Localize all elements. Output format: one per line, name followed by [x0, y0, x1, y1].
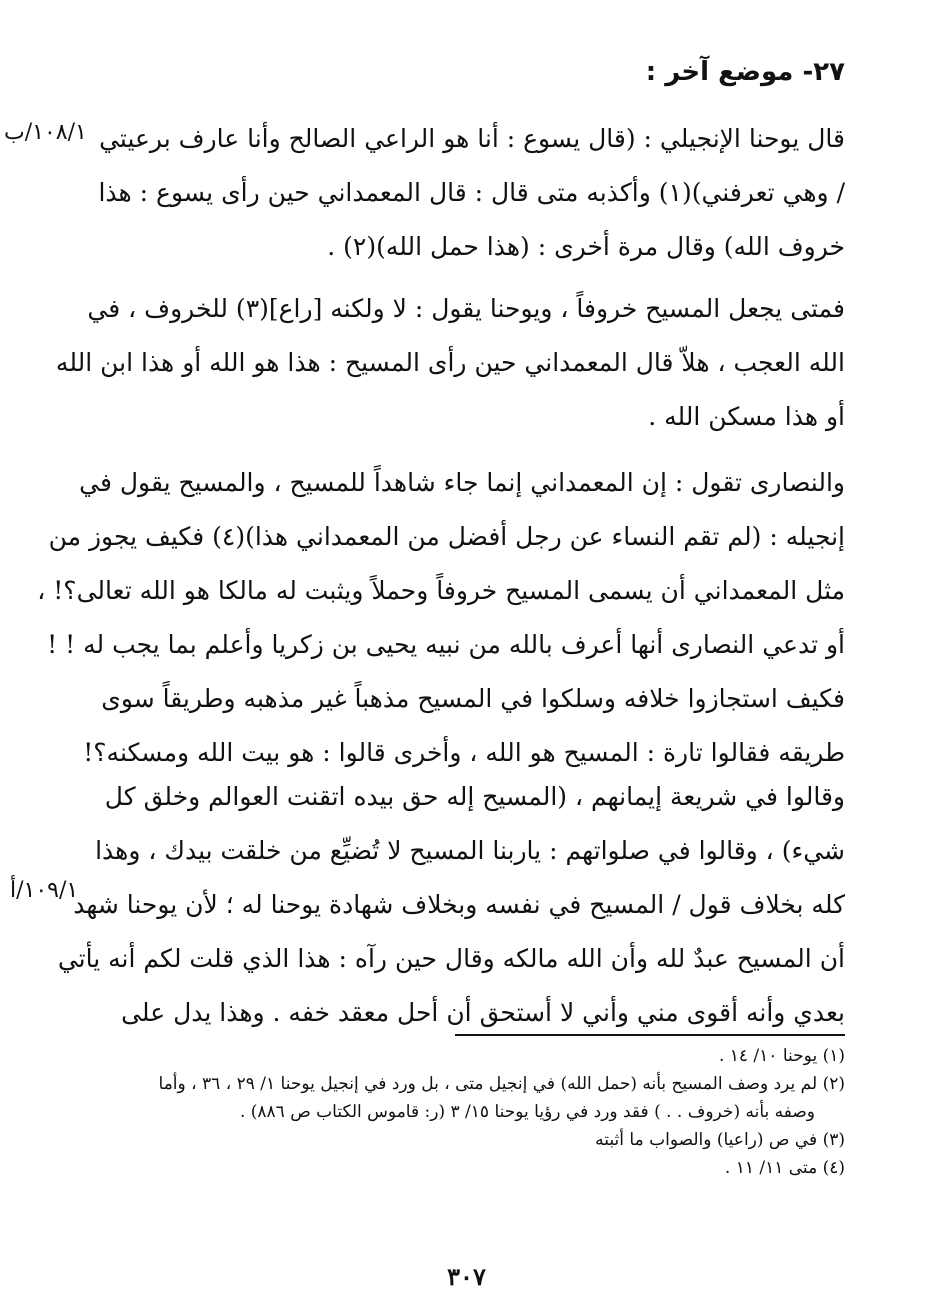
text-line: أو هذا مسكن الله .	[648, 402, 845, 431]
margin-note-top: ١٠٨/١/ب	[4, 120, 87, 145]
text-line: والنصارى تقول : إن المعمداني إنما جاء شاهداً للمسيح ، والمسيح يقول في	[79, 468, 845, 497]
text-line: بعدي وأنه أقوى مني وأني لا أستحق أن أحل معقد خفه . وهذا يدل على	[121, 998, 845, 1027]
footnote-4: (٤) متى ١١/ ١١ .	[724, 1158, 845, 1178]
text-line: أو تدعي النصارى أنها أعرف بالله من نبيه يحيى بن زكريا وأعلم بما يجب له ! !	[47, 630, 845, 659]
text-line: مثل المعمداني أن يسمى المسيح خروفاً وحملاً ويثبت له مالكا هو الله تعالى؟! ،	[37, 576, 845, 605]
text-line: فكيف استجازوا خلافه وسلكوا في المسيح مذهباً غير مذهبه وطريقاً سوى	[101, 684, 845, 713]
footnote-3: (٣) في ص (راعيا) والصواب ما أثبته	[595, 1130, 845, 1150]
paragraph-4	[57, 770, 845, 1040]
footnote-1: (١) يوحنا ١٠/ ١٤ .	[718, 1046, 845, 1066]
text-line: خروف الله) وقال مرة أخرى : (هذا حمل الله)(٢) .	[327, 232, 845, 261]
text-line: فمتى يجعل المسيح خروفاً ، ويوحنا يقول : لا ولكنه [راع](٣) للخروف ، في	[87, 294, 845, 323]
footnotes	[85, 1042, 845, 1182]
paragraph-1	[98, 112, 845, 274]
paragraph-2	[55, 282, 845, 444]
margin-note-bottom: ١٠٩/١/أ	[10, 878, 79, 903]
text-line: قال يوحنا الإنجيلي : (قال يسوع : أنا هو الراعي الصالح وأنا عارف برعيتي	[99, 124, 845, 153]
footnote-2: (٢) لم يرد وصف المسيح بأنه (حمل الله) في إنجيل متى ، بل ورد في إنجيل يوحنا ١/ ٢٩ ، ٣٦ ، وأما	[158, 1074, 845, 1094]
paragraph-3	[37, 456, 845, 780]
text-line: / وهي تعرفني)(١) وأكذبه متى قال : قال المعمداني حين رأى يسوع : هذا	[98, 178, 845, 207]
footnote-divider	[455, 1034, 845, 1036]
text-line: إنجيله : (لم تقم النساء عن رجل أفضل من المعمداني هذا)(٤) فكيف يجوز من	[48, 522, 845, 551]
text-line: أن المسيح عبدٌ لله وأن الله مالكه وقال حين رآه : هذا الذي قلت لكم أنه يأتي	[57, 944, 845, 973]
text-line: شيء) ، وقالوا في صلواتهم : ياربنا المسيح لا تُضيِّع من خلقت بيدك ، وهذا	[95, 836, 845, 865]
page-number: ٣٠٧	[447, 1262, 486, 1291]
text-line: طريقه فقالوا تارة : المسيح هو الله ، وأخرى قالوا : هو بيت الله ومسكنه؟!	[83, 738, 845, 767]
text-line: وقالوا في شريعة إيمانهم ، (المسيح إله حق بيده اتقنت العوالم وخلق كل	[104, 782, 845, 811]
text-line: كله بخلاف قول / المسيح في نفسه وبخلاف شهادة يوحنا له ؛ لأن يوحنا شهد	[73, 890, 845, 919]
footnote-2-continued: وصفه بأنه (خروف . . ) فقد ورد في رؤيا يوحنا ١٥/ ٣ (ر: قاموس الكتاب ص ٨٨٦) .	[239, 1102, 815, 1122]
section-heading: ٢٧- موضع آخر :	[645, 57, 845, 87]
text-line: الله العجب ، هلاّ قال المعمداني حين رأى المسيح : هذا هو الله أو هذا ابن الله	[55, 348, 845, 377]
